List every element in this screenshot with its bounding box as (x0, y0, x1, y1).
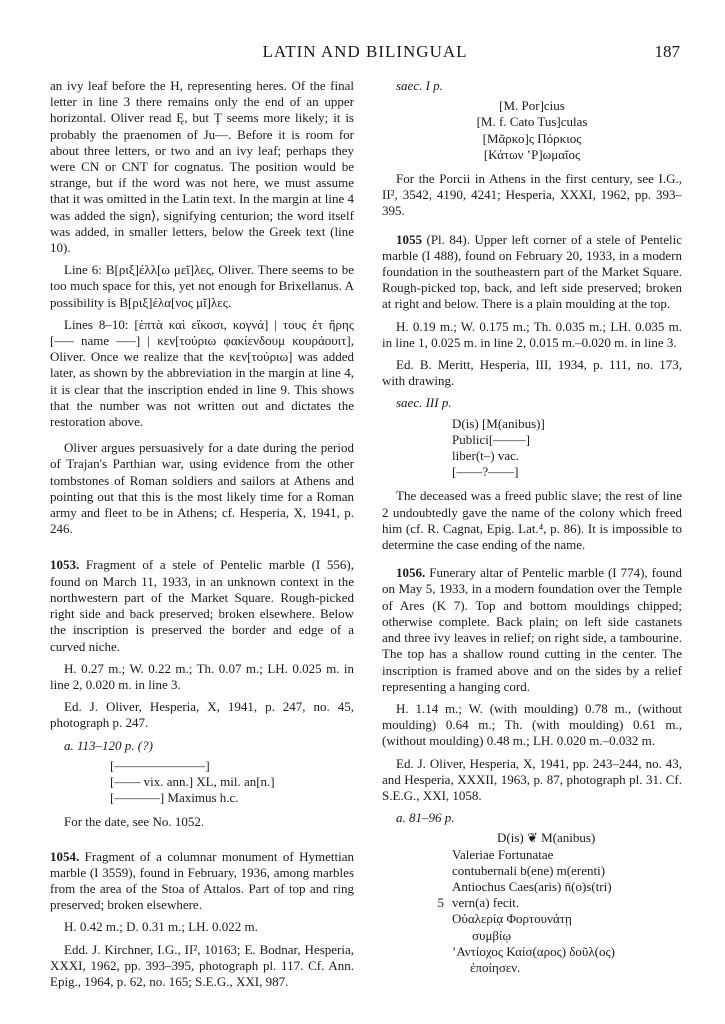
note: For the date, see No. 1052. (64, 814, 205, 830)
running-header (50, 40, 680, 66)
note: The deceased was a freed public slave; the rest of line 2 undoubtedly gave the name of the colony which freed him (cf. R. Cagnat, Epig. Lat.⁴, p. 86). It is impossible to determine the case ending of the name. (382, 488, 682, 553)
entry-1056 (382, 565, 682, 976)
inscription-line: [–––––––] Maximus h.c. (110, 790, 239, 806)
entry-text: Funerary altar of Pentelic marble (I 774), found on May 5, 1933, in a modern foundation over the Temple of Ares (K 7). Top and bottom mouldings chipped; otherwise complete. Back plain; on left side castanets and three ivy leaves in relief; on right side, a tambourine. The top has a shallow round cutting in the center. The inscription is framed above and on the sides by a relief representing a hanging cord. (382, 565, 682, 694)
entry-1054 (50, 849, 354, 991)
note: For the Porcii in Athens in the first century, see I.G., II², 3542, 4190, 4241; Hesperia, XXXI, 1962, pp. 393–395. (382, 171, 682, 219)
entry-1055 (382, 232, 682, 554)
inscription-line: contubernali b(ene) m(erenti) (452, 862, 606, 878)
inscription-date: a. 113–120 p. (?) (64, 737, 153, 753)
running-title: LATIN AND BILINGUAL (262, 42, 468, 61)
entry-number: 1055 (396, 231, 422, 247)
line-number: 5 (437, 895, 444, 911)
inscription-line: [M. f. Cato Tus]culas (476, 114, 588, 130)
inscription-line: [M. Por]cius (499, 98, 565, 114)
entry-number: 1056. (396, 565, 426, 581)
entry-text: Fragment of a stele of Pentelic marble (I 556), found on March 11, 1933, in an unknown context in the northwestern part of the Market Square. Rough-picked right side and back preserved; broken elsewhere. Below the inscription is preserved the border and edge of a curved niche. (50, 557, 355, 654)
inscription-line: Antiochus Caes(aris) n̄(o)s(tri) (452, 878, 612, 894)
inscription-date: saec. I p. (396, 78, 443, 93)
inscription-line: D(is) ❦ M(anibus) (497, 830, 596, 846)
paragraph: Line 6: Β[ριξ]έλλ[ω μεῖ]λες, Oliver. There seems to be too much space for this, yet not enough for Brixellanus. A possibility is Β[ριξ]έλα[νος μῖ]λες. (50, 262, 354, 310)
inscription-text (382, 98, 682, 163)
edition: Ed. B. Meritt, Hesperia, III, 1934, p. 111, no. 173, with drawing. (382, 357, 682, 389)
inscription-line: [––––?––––] (452, 464, 519, 480)
entry-description (50, 557, 354, 654)
inscription-date: a. 81–96 p. (396, 810, 455, 826)
entry-text: (Pl. 84). Upper left corner of a stele of Pentelic marble (I 488), found on February 20, 1933, in a modern foundation in the southeastern part of the Market Square. Rough-picked top, back, and left side preserved; broken at right and below. There is a plain moulding at the top. (382, 231, 683, 312)
dimensions: H. 0.42 m.; D. 0.31 m.; LH. 0.022 m. (64, 919, 258, 935)
entry-number: 1054. (50, 848, 80, 864)
page-number: 187 (654, 42, 680, 61)
inscription-text (382, 416, 682, 481)
inscription-line: Valeriae Fortunatae (452, 846, 554, 862)
edition: Ed. J. Oliver, Hesperia, X, 1941, p. 247, no. 45, photograph p. 247. (50, 699, 354, 731)
dimensions: H. 0.27 m.; W. 0.22 m.; Th. 0.07 m.; LH. 0.025 m. in line 2, 0.020 m. in line 3. (50, 660, 354, 692)
inscription-text (50, 758, 354, 807)
inscription-date: saec. III p. (396, 395, 452, 411)
inscription-line: liber(t–) vac. (452, 448, 520, 464)
right-column (382, 78, 682, 984)
paragraph: an ivy leaf before the H, representing heres. Of the final letter in line 3 there remains only the end of an upper horizontal. Oliver read Ę, but Ț seems more likely; it is probably the praenomen of Ju—. Before it is room for about three letters, or two and an ivy leaf; perhaps they were CN or CNT for cognatus. The position would be strange, but if the word was not here, we must assume that it was omitted in the Latin text. In the margin at line 4 was added the sign⟩, signifying centurion; the word itself was added, in smaller letters, below the Greek text (line 10). (50, 78, 354, 256)
entry-number: 1053. (50, 557, 80, 573)
entry-description (50, 849, 354, 914)
entry-1053 (50, 557, 354, 830)
inscription-line: Οὐαλερίᾳ Φορτουνάτῃ (452, 911, 572, 927)
inscription-line: [Κάτων ʽΡ]ωμαῖος (483, 146, 581, 162)
inscription-line: συμβίῳ (472, 927, 512, 943)
paragraph: Oliver argues persuasively for a date during the period of Trajan's Parthian war, using evidence from the other tombstones of Roman soldiers and sailors at Athens and pointing out that this is the most likely time for a Roman army and fleet to be in Athens; cf. Hesperia, X, 1941, p. 246. (50, 440, 354, 537)
dimensions: H. 1.14 m.; W. (with moulding) 0.78 m., (without moulding) 0.64 m.; Th. (with moulding) 0.61 m., (without moulding) 0.48 m.; LH. 0.020 m.–0.032 m. (382, 700, 682, 749)
inscription-line (382, 895, 682, 911)
entry-text: Fragment of a columnar monument of Hymettian marble (I 3559), found in February, 1936, among marbles from the area of the Stoa of Attalos. Part of top and ring preserved; broken elsewhere. (50, 848, 355, 913)
dimensions: H. 0.19 m.; W. 0.175 m.; Th. 0.035 m.; LH. 0.035 m. in line 1, 0.025 m. in line 2, 0.015 m.–0.020 m. in line 3. (382, 318, 682, 350)
edition: Edd. J. Kirchner, I.G., II², 10163; E. Bodnar, Hesperia, XXXI, 1962, pp. 393–395, photograph pl. 117. Cf. Ann. Epig., 1964, p. 62, no. 165; S.E.G., XXI, 987. (50, 941, 354, 989)
inscription-line: ἐποίησεν. (470, 959, 521, 975)
inscription-line: [Μᾶρκο]ς Πόρκιος (482, 130, 582, 146)
paragraph: Lines 8–10: [ἑπτὰ καὶ εἴκοσι, κογνά] | τους ἐτ ἥρης [––– name –––] | κεν[τούριω φακίενδουμ κουράουιτ], Oliver. Once we realize that the κεν[τούριω] was added later, as shown by the abbreviation in the margin at line 4, it is clear that the inscription ended in line 9. This shows that the number was not written out and dictates the restoration above. (50, 316, 354, 430)
inscription-line-text: vern(a) fecit. (452, 895, 520, 911)
inscription-line: ʼΑντίοχος Καίσ(αρος) δοῦλ(ος) (452, 943, 615, 959)
inscription-line: [––––––––––––––] (110, 757, 210, 773)
entry-description (382, 565, 682, 695)
edition: Ed. J. Oliver, Hesperia, X, 1941, pp. 243–244, no. 43, and Hesperia, XXXII, 1963, p. 87, photograph pl. 31. Cf. S.E.G., XXI, 1058. (382, 755, 682, 803)
inscription-line: [–––– vix. ann.] XL, mil. an[n.] (110, 773, 275, 789)
entry-description (382, 232, 682, 313)
inscription-text (382, 830, 682, 976)
left-column (50, 78, 354, 996)
inscription-line: Publici[–––––] (452, 431, 530, 447)
inscription-line: D(is) [M(anibus)] (452, 415, 545, 431)
